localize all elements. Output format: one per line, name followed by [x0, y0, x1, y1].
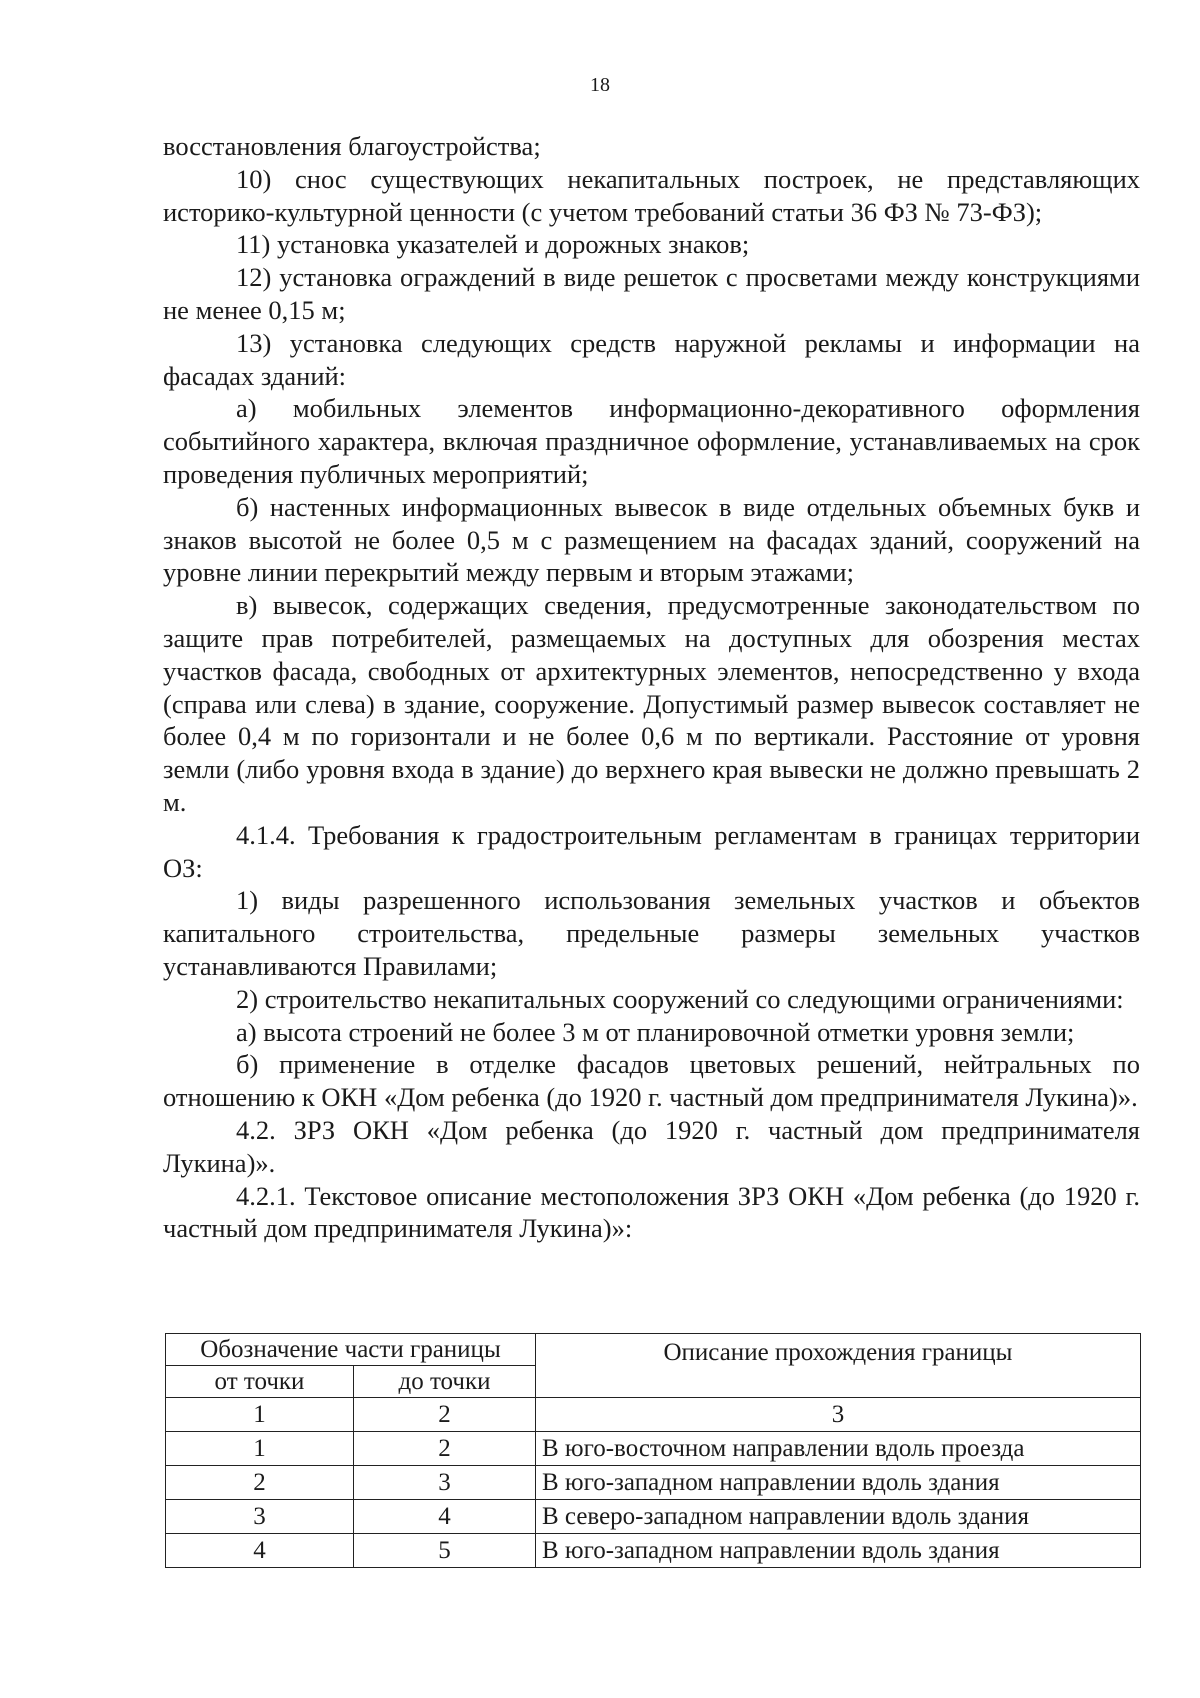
column-number: 3 [536, 1398, 1141, 1432]
cell-to-point: 5 [354, 1534, 536, 1568]
paragraph: 2) строительство некапитальных сооружений со следующими ограничениями: [236, 983, 1124, 1014]
table-header-row [166, 1334, 1141, 1366]
document-body [163, 130, 1140, 1245]
table-row [166, 1466, 1141, 1500]
table-row [166, 1432, 1141, 1466]
paragraph: 4.2.1. Текстовое описание местоположения ЗРЗ ОКН «Дом ребенка (до 1920 г. частный дом предпринимателя Лукина)»: [163, 1180, 1140, 1244]
cell-description: В юго-западном направлении вдоль здания [536, 1466, 1141, 1500]
cell-from-point: 4 [166, 1534, 354, 1568]
paragraph: 1) виды разрешенного использования земельных участков и объектов капитального строительства, предельные размеры земельных участков устанавливаются Правилами; [163, 885, 1140, 981]
cell-from-point: 2 [166, 1466, 354, 1500]
paragraph: 4.1.4. Требования к градостроительным регламентам в границах территории ОЗ: [163, 819, 1140, 883]
paragraph: 13) установка следующих средств наружной рекламы и информации на фасадах зданий: [163, 327, 1140, 391]
paragraph: 4.2. ЗРЗ ОКН «Дом ребенка (до 1920 г. частный дом предпринимателя Лукина)». [163, 1114, 1140, 1178]
cell-description: В юго-восточном направлении вдоль проезда [536, 1432, 1141, 1466]
paragraph: а) высота строений не более 3 м от планировочной отметки уровня земли; [236, 1016, 1075, 1047]
paragraph: б) настенных информационных вывесок в виде отдельных объемных букв и знаков высотой не более 0,5 м с размещением на фасадах зданий, сооружений на уровне линии перекрытий между первым и вторым этажами; [163, 491, 1140, 588]
paragraph: а) мобильных элементов информационно-декоративного оформления событийного характера, включая праздничное оформление, устанавливаемых на срок проведения публичных мероприятий; [163, 393, 1140, 489]
paragraph: 11) установка указателей и дорожных знаков; [236, 229, 750, 260]
cell-from-point: 3 [166, 1500, 354, 1534]
column-number-row [166, 1398, 1141, 1432]
page-number: 18 [590, 74, 610, 96]
paragraph: в) вывесок, содержащих сведения, предусмотренные законодательством по защите прав потребителей, размещаемых на доступных для обозрения местах участков фасада, свободных от архитектурных элементов, непосредственно у входа (справа или слева) в здание, сооружение. Допустимый размер вывесок составляет не более 0,4 м по горизонтали и не более 0,6 м по вертикали. Расстояние от уровня земли (либо уровня входа в здание) до верхнего края вывески не должно превышать 2 м. [163, 590, 1140, 817]
paragraph: 10) снос существующих некапитальных построек, не представляющих историко-культурной ценности (с учетом требований статьи 36 ФЗ № 73-ФЗ); [163, 163, 1140, 227]
cell-to-point: 4 [354, 1500, 536, 1534]
header-description: Описание прохождения границы [536, 1334, 1141, 1398]
boundary-description-table [165, 1333, 1141, 1568]
cell-description: В юго-западном направлении вдоль здания [536, 1534, 1141, 1568]
header-from-point: от точки [166, 1366, 354, 1398]
table-row [166, 1534, 1141, 1568]
column-number: 1 [166, 1398, 354, 1432]
paragraph: 12) установка ограждений в виде решеток с просветами между конструкциями не менее 0,15 м; [163, 262, 1140, 325]
cell-to-point: 3 [354, 1466, 536, 1500]
paragraph: восстановления благоустройства; [163, 131, 541, 161]
paragraph: б) применение в отделке фасадов цветовых решений, нейтральных по отношению к ОКН «Дом ребенка (до 1920 г. частный дом предпринимателя Лукина)». [163, 1049, 1140, 1113]
header-to-point: до точки [354, 1366, 536, 1398]
header-part-designation: Обозначение части границы [166, 1334, 536, 1366]
cell-from-point: 1 [166, 1432, 354, 1466]
cell-to-point: 2 [354, 1432, 536, 1466]
table-row [166, 1500, 1141, 1534]
cell-description: В северо-западном направлении вдоль здания [536, 1500, 1141, 1534]
column-number: 2 [354, 1398, 536, 1432]
